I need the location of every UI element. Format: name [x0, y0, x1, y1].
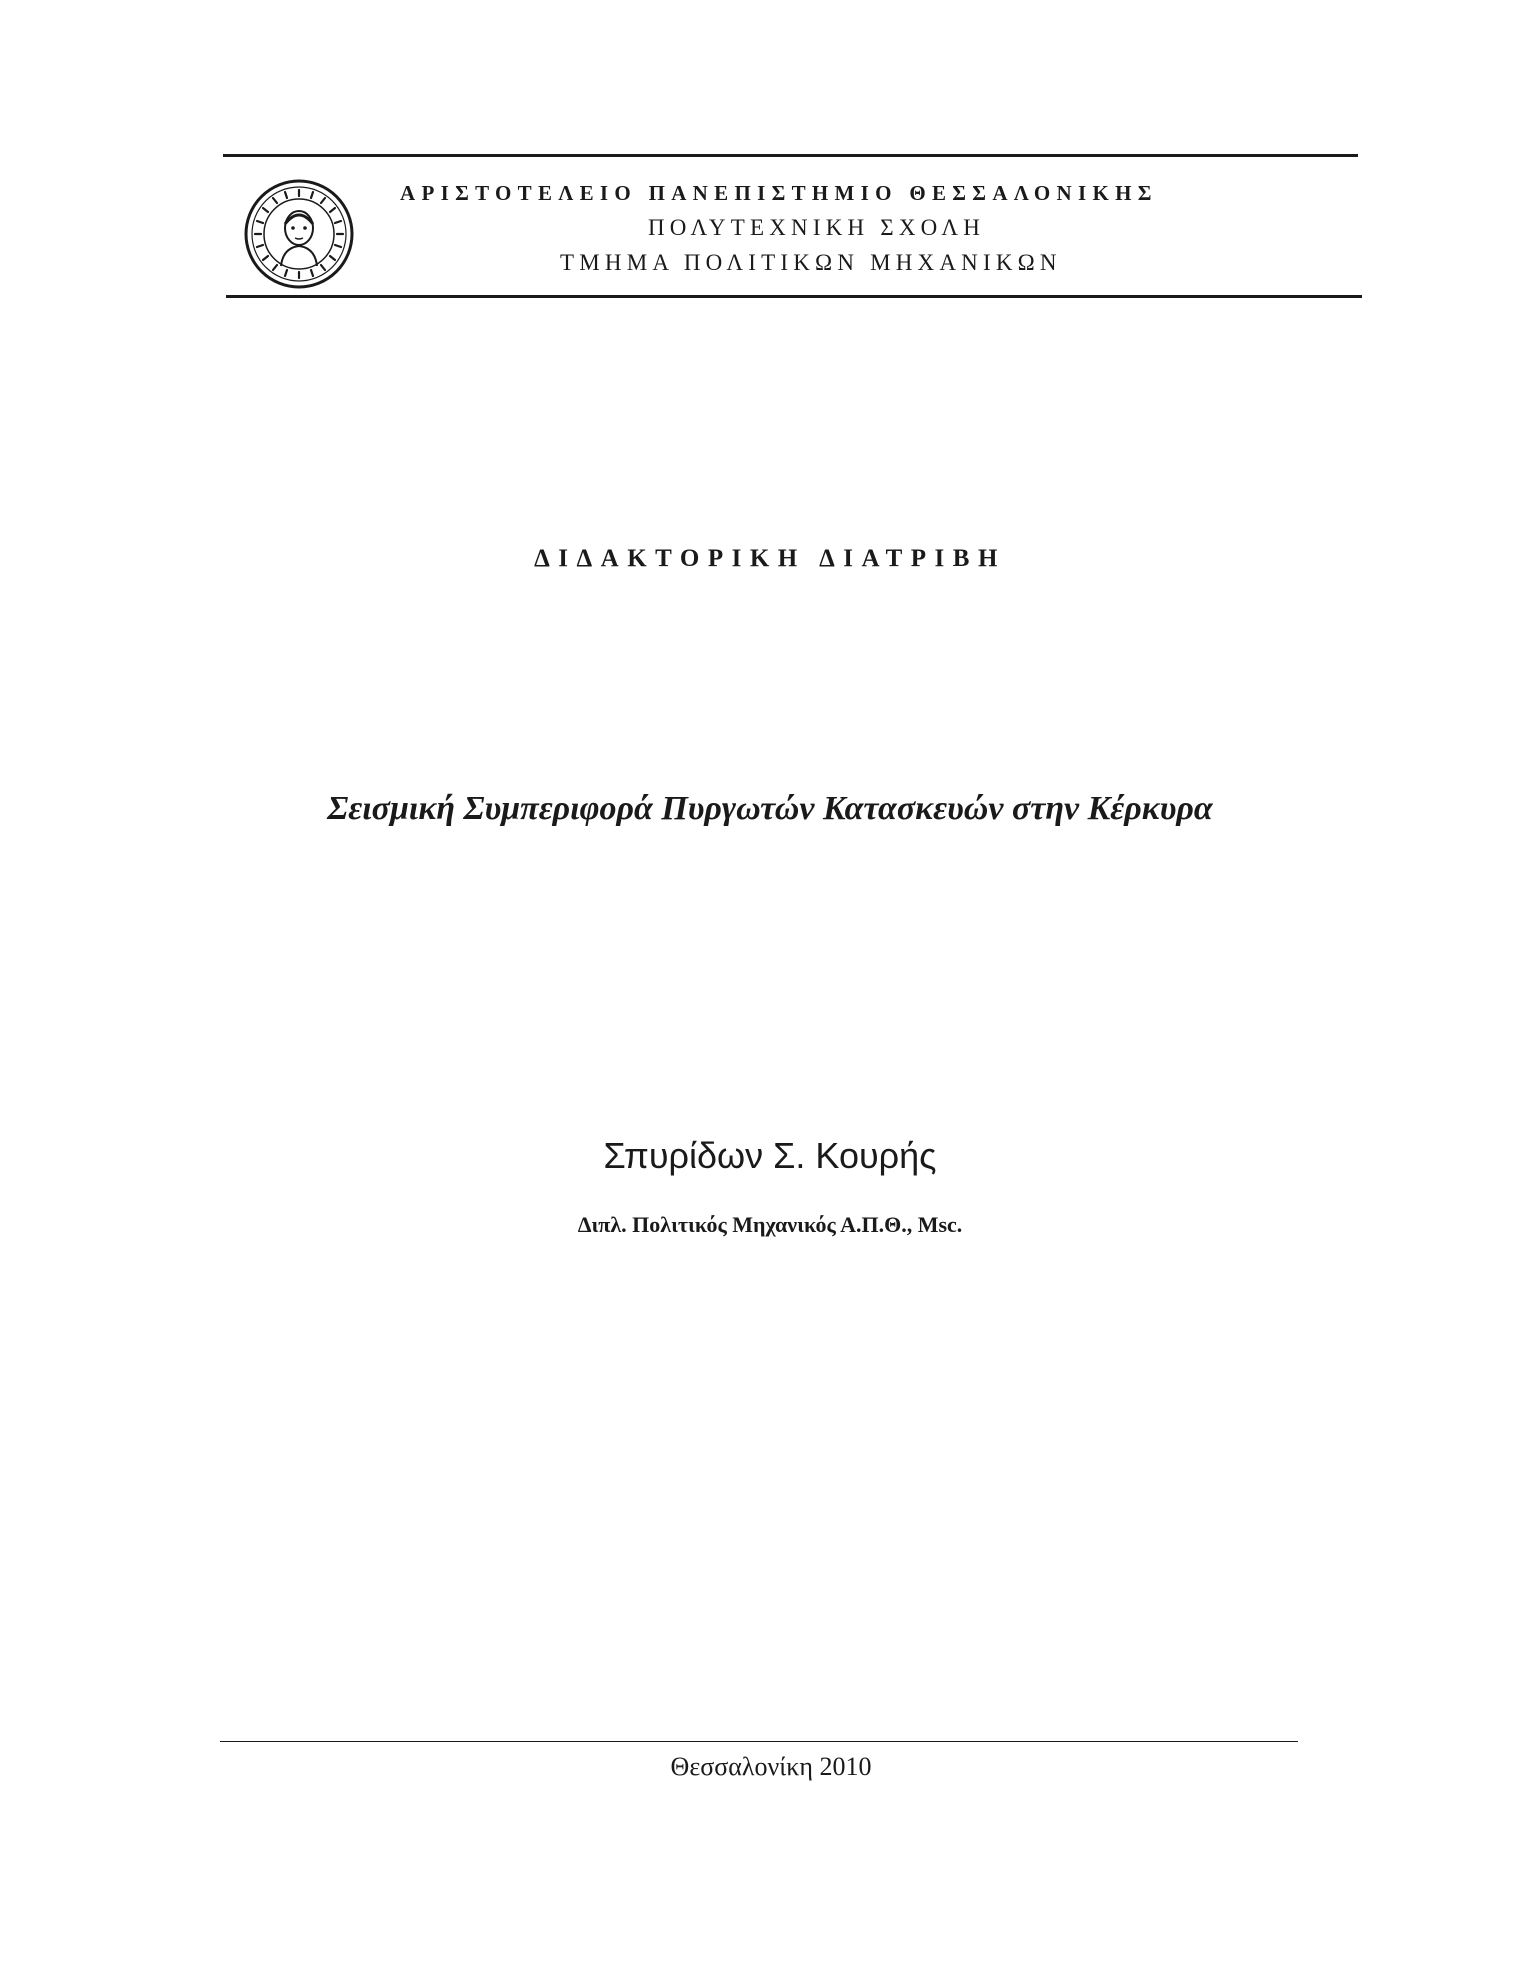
school-name: ΠΟΛΥΤΕΧΝΙΚΗ ΣΧΟΛΗ [648, 215, 986, 240]
department-name: ΤΜΗΜΑ ΠΟΛΙΤΙΚΩΝ ΜΗΧΑΝΙΚΩΝ [560, 250, 1062, 275]
author-name: Σπυρίδων Σ. Κουρής [603, 1135, 937, 1176]
author-degree: Διπλ. Πολιτικός Μηχανικός Α.Π.Θ., Msc. [577, 1212, 963, 1237]
document-type: ΔΙΔΑΚΤΟΡΙΚΗ ΔΙΑΤΡΙΒΗ [534, 545, 1006, 572]
university-name: ΑΡΙΣΤΟΤΕΛΕΙΟ ΠΑΝΕΠΙΣΤΗΜΙΟ ΘΕΣΣΑΛΟΝΙΚΗΣ [400, 181, 1158, 205]
header-bottom-rule [226, 295, 1362, 298]
header-top-rule [223, 154, 1358, 157]
thesis-title: Σεισμική Συμπεριφορά Πυργωτών Κατασκευών στην Κέρκυρα [327, 790, 1213, 827]
university-seal-icon [243, 178, 355, 290]
footer-rule [220, 1741, 1298, 1742]
place-and-year: Θεσσαλονίκη 2010 [670, 1752, 872, 1781]
